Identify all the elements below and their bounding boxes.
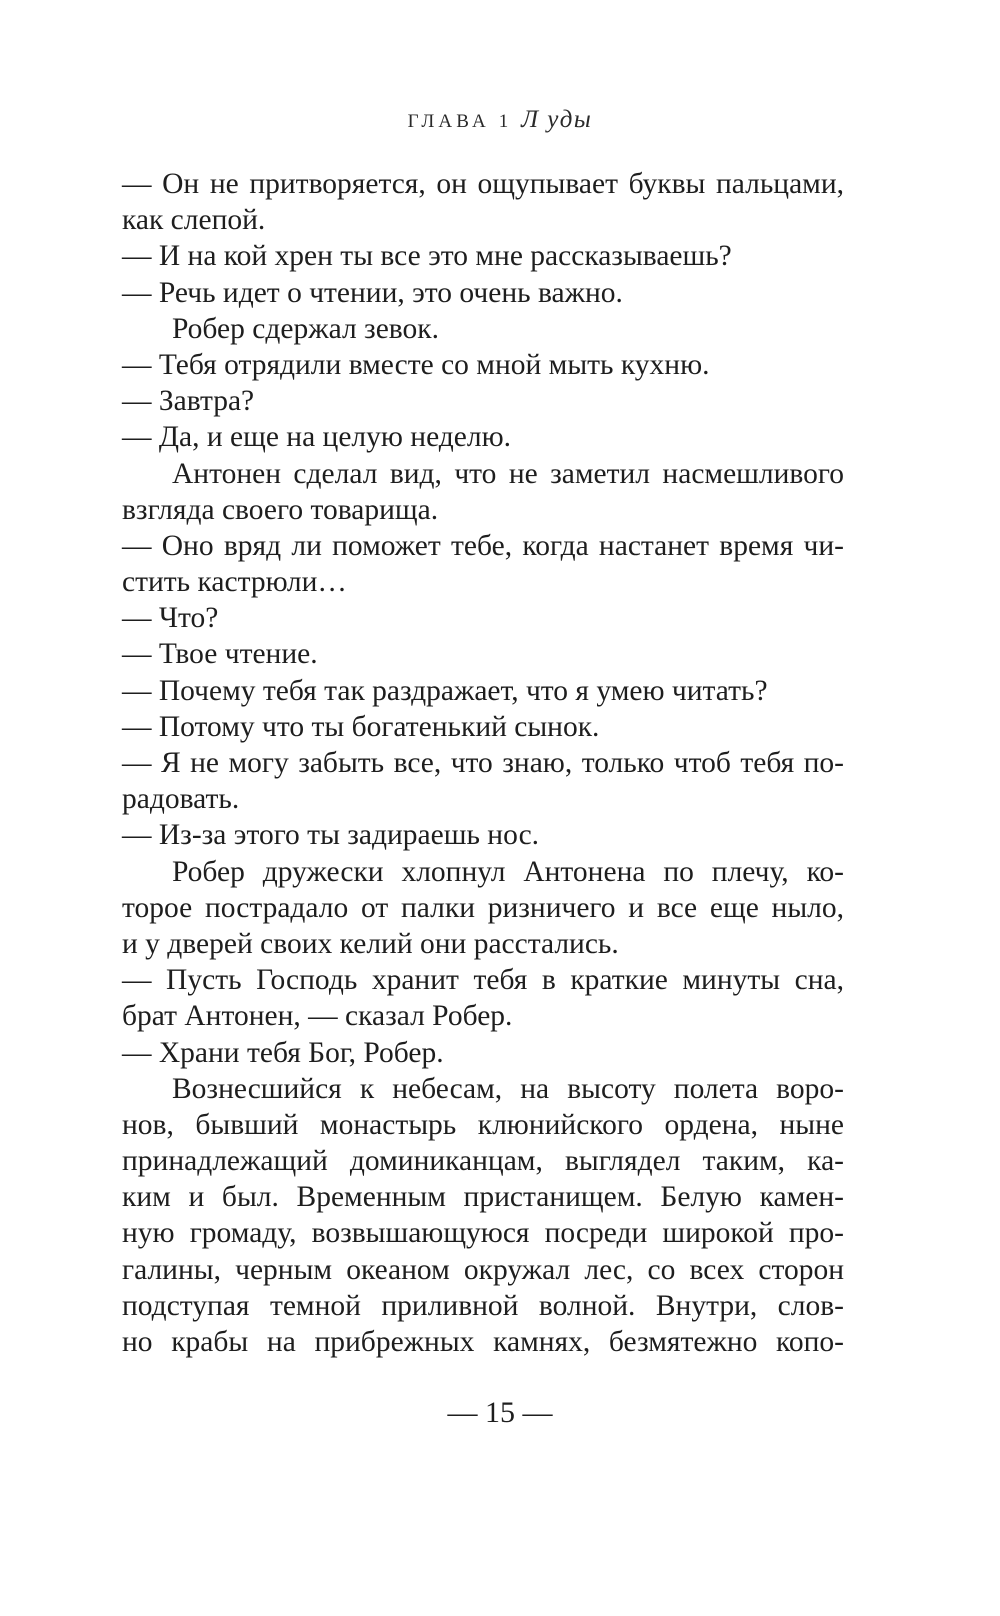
text-line: — Потому что ты богатенький сынок.	[122, 710, 600, 743]
text-line: галины, черным океаном окружал лес, со всех сторон	[122, 1253, 844, 1286]
text-line: Антонен сделал вид, что не заметил насмешливого	[172, 457, 844, 490]
text-line: нов, бывший монастырь клюнийского ордена, ныне	[122, 1108, 844, 1141]
chapter-number: ГЛАВА 1	[407, 111, 513, 132]
text-line: Робер сдержал зевок.	[172, 312, 439, 345]
text-line: — Твое чтение.	[122, 638, 318, 671]
text-line: ким и был. Временным пристанищем. Белую камен-	[122, 1181, 844, 1214]
text-line: стить кастрюли…	[122, 566, 347, 599]
text-line: торое пострадало от палки ризничего и все еще ныло,	[122, 891, 844, 924]
text-line: Вознесшийся к небесам, на высоту полета воро-	[172, 1072, 844, 1105]
text-line: — Храни тебя Бог, Робер.	[122, 1036, 444, 1069]
chapter-title: Л уды	[521, 106, 593, 133]
text-line: подступая темной приливной волной. Внутри, слов-	[122, 1289, 844, 1322]
text-line: — Из-за этого ты задираешь нос.	[122, 819, 540, 852]
text-line: радовать.	[122, 783, 240, 816]
text-line: и у дверей своих келий они расстались.	[122, 927, 619, 960]
text-line: — И на кой хрен ты все это мне рассказываешь?	[122, 240, 732, 273]
text-line: взгляда своего товарища.	[122, 493, 439, 526]
text-line: — Оно вряд ли поможет тебе, когда настанет время чи-	[122, 529, 844, 562]
text-line: — Я не могу забыть все, что знаю, только чтоб тебя по-	[122, 747, 844, 779]
text-line: — Он не притворяется, он ощупывает буквы пальцами,	[122, 168, 844, 200]
text-line: — Да, и еще на целую неделю.	[122, 421, 512, 454]
text-line: — Завтра?	[122, 385, 255, 418]
text-line: принадлежащий доминиканцам, выглядел таким, ка-	[122, 1145, 844, 1178]
text-line: но крабы на прибрежных камнях, безмятежно копо-	[122, 1326, 844, 1358]
text-line: как слепой.	[122, 204, 266, 237]
text-line: Робер дружески хлопнул Антонена по плечу, ко-	[172, 855, 844, 888]
body-text	[122, 166, 844, 1360]
page-number: — 15 —	[447, 1396, 553, 1429]
text-line: — Что?	[122, 602, 219, 635]
running-head	[0, 106, 1000, 134]
text-line: ную громаду, возвышающуюся посреди широкой про-	[122, 1217, 844, 1250]
text-line: — Тебя отрядили вместе со мной мыть кухню.	[122, 348, 710, 381]
text-line: — Речь идет о чтении, это очень важно.	[122, 276, 623, 309]
text-line: — Почему тебя так раздражает, что я умею читать?	[122, 674, 768, 707]
text-line: — Пусть Господь хранит тебя в краткие минуты сна,	[122, 964, 844, 997]
text-line: брат Антонен, — сказал Робер.	[122, 1000, 513, 1033]
